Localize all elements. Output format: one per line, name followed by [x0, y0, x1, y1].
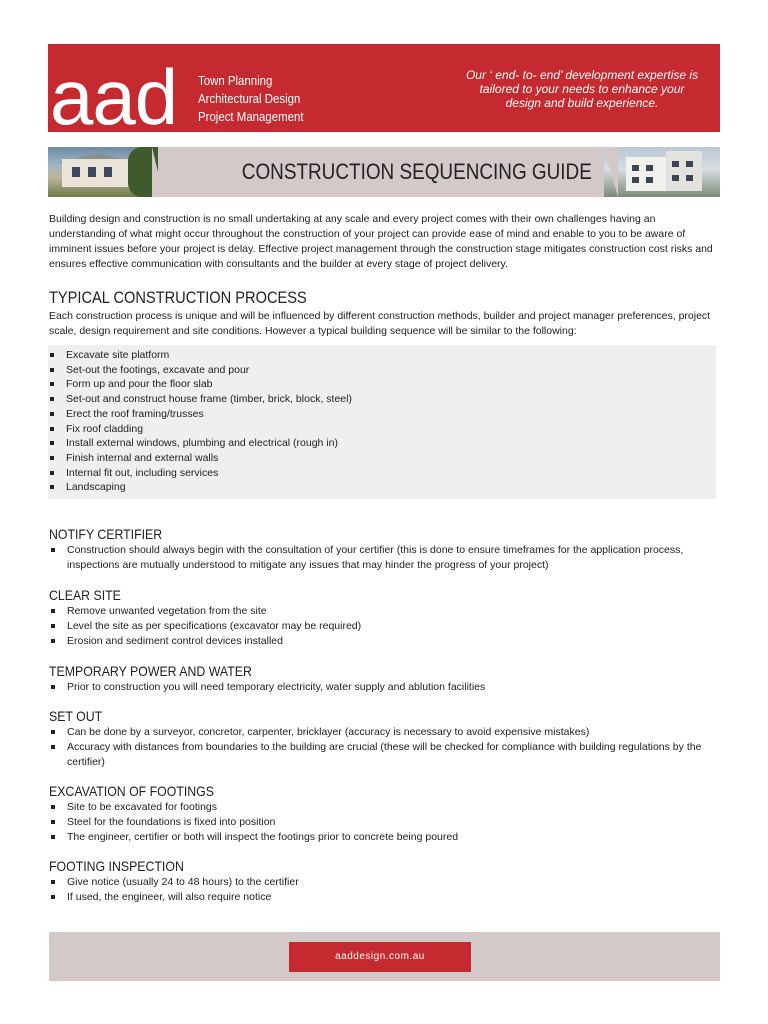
- house-photo-left: [48, 147, 158, 197]
- list-item: Erosion and sediment control devices installed: [49, 634, 719, 649]
- logo-letters: aad: [50, 53, 178, 141]
- section-heading-certifier: NOTIFY CERTIFIER: [49, 526, 163, 543]
- service-item: Town Planning: [198, 73, 273, 88]
- sequence-box: [48, 345, 716, 499]
- list-item: Set-out the footings, excavate and pour: [48, 363, 716, 378]
- list-item: Erect the roof framing/trusses: [48, 407, 716, 422]
- townhouse-photo-right: [604, 147, 720, 197]
- intro-paragraph: Building design and construction is no small undertaking at any scale and every project comes with their own challenges having an understanding of what might occur throughout the construction of your project can provide ease of mind and enable to you to be aware of imminent issues before your project is delay. Effective project management through the construction stage mitigates construction cost risks and ensures effective communication with consultants and the builder at every stage of project delivery.: [49, 213, 713, 270]
- company-logo: [48, 44, 203, 141]
- section-heading-excavation: EXCAVATION OF FOOTINGS: [49, 783, 214, 800]
- clear-site-list: [49, 604, 719, 648]
- typical-paragraph: Each construction process is unique and will be influenced by different construction methods, builder and project manager preferences, project scale, design requirement and site conditions. However a typical building sequence will be similar to the following:: [49, 310, 711, 337]
- list-item: Landscaping: [48, 480, 716, 495]
- set-out-list: [49, 725, 719, 769]
- tagline: Our ‘ end- to- end’ development expertise is tailored to your needs to enhance your design and build experience.: [465, 68, 699, 110]
- list-item: Remove unwanted vegetation from the site: [49, 604, 719, 619]
- section-heading-typical: TYPICAL CONSTRUCTION PROCESS: [49, 288, 307, 307]
- list-item: Excavate site platform: [48, 348, 716, 363]
- sequence-list: [48, 348, 716, 495]
- section-heading-set-out: SET OUT: [49, 708, 103, 725]
- list-item: The engineer, certifier or both will inspect the footings prior to concrete being poured: [49, 830, 719, 845]
- list-item: Set-out and construct house frame (timber, brick, block, steel): [48, 392, 716, 407]
- list-item: Accuracy with distances from boundaries to the building are crucial (these will be checked for compliance with building regulations by the certifier): [49, 740, 719, 769]
- certifier-list: [49, 543, 719, 572]
- list-item: Prior to construction you will need temporary electricity, water supply and ablution facilities: [49, 680, 719, 695]
- page-title: CONSTRUCTION SEQUENCING GUIDE: [241, 159, 592, 184]
- list-item: Form up and pour the floor slab: [48, 377, 716, 392]
- services-list: [198, 72, 318, 126]
- header-banner: [48, 44, 720, 141]
- list-item: Steel for the foundations is fixed into position: [49, 815, 719, 830]
- list-item: Finish internal and external walls: [48, 451, 716, 466]
- list-item: Can be done by a surveyor, concretor, carpenter, bricklayer (accuracy is necessary to avoid expensive mistakes): [49, 725, 719, 740]
- footer-band: [49, 932, 720, 981]
- excavation-list: [49, 800, 719, 844]
- list-item: Level the site as per specifications (excavator may be required): [49, 619, 719, 634]
- power-water-list: [49, 680, 719, 695]
- service-item: Project Management: [198, 109, 304, 124]
- main-content: [49, 212, 719, 905]
- section-heading-power-water: TEMPORARY POWER AND WATER: [49, 662, 252, 679]
- title-band: [48, 147, 720, 197]
- list-item: Construction should always begin with the consultation of your certifier (this is done to ensure timeframes for the application process, inspections are mutually understood to mitigate any issues that may hinder the progress of your project): [49, 543, 719, 572]
- list-item: Fix roof cladding: [48, 422, 716, 437]
- website-link[interactable]: aaddesign.com.au: [289, 942, 471, 972]
- list-item: Install external windows, plumbing and electrical (rough in): [48, 436, 716, 451]
- service-item: Architectural Design: [198, 91, 301, 106]
- list-item: If used, the engineer, will also require notice: [49, 890, 719, 905]
- list-item: Give notice (usually 24 to 48 hours) to the certifier: [49, 875, 719, 890]
- section-heading-clear-site: CLEAR SITE: [49, 587, 121, 604]
- footing-inspection-list: [49, 875, 719, 904]
- list-item: Internal fit out, including services: [48, 466, 716, 481]
- section-heading-footing-inspection: FOOTING INSPECTION: [49, 858, 184, 875]
- list-item: Site to be excavated for footings: [49, 800, 719, 815]
